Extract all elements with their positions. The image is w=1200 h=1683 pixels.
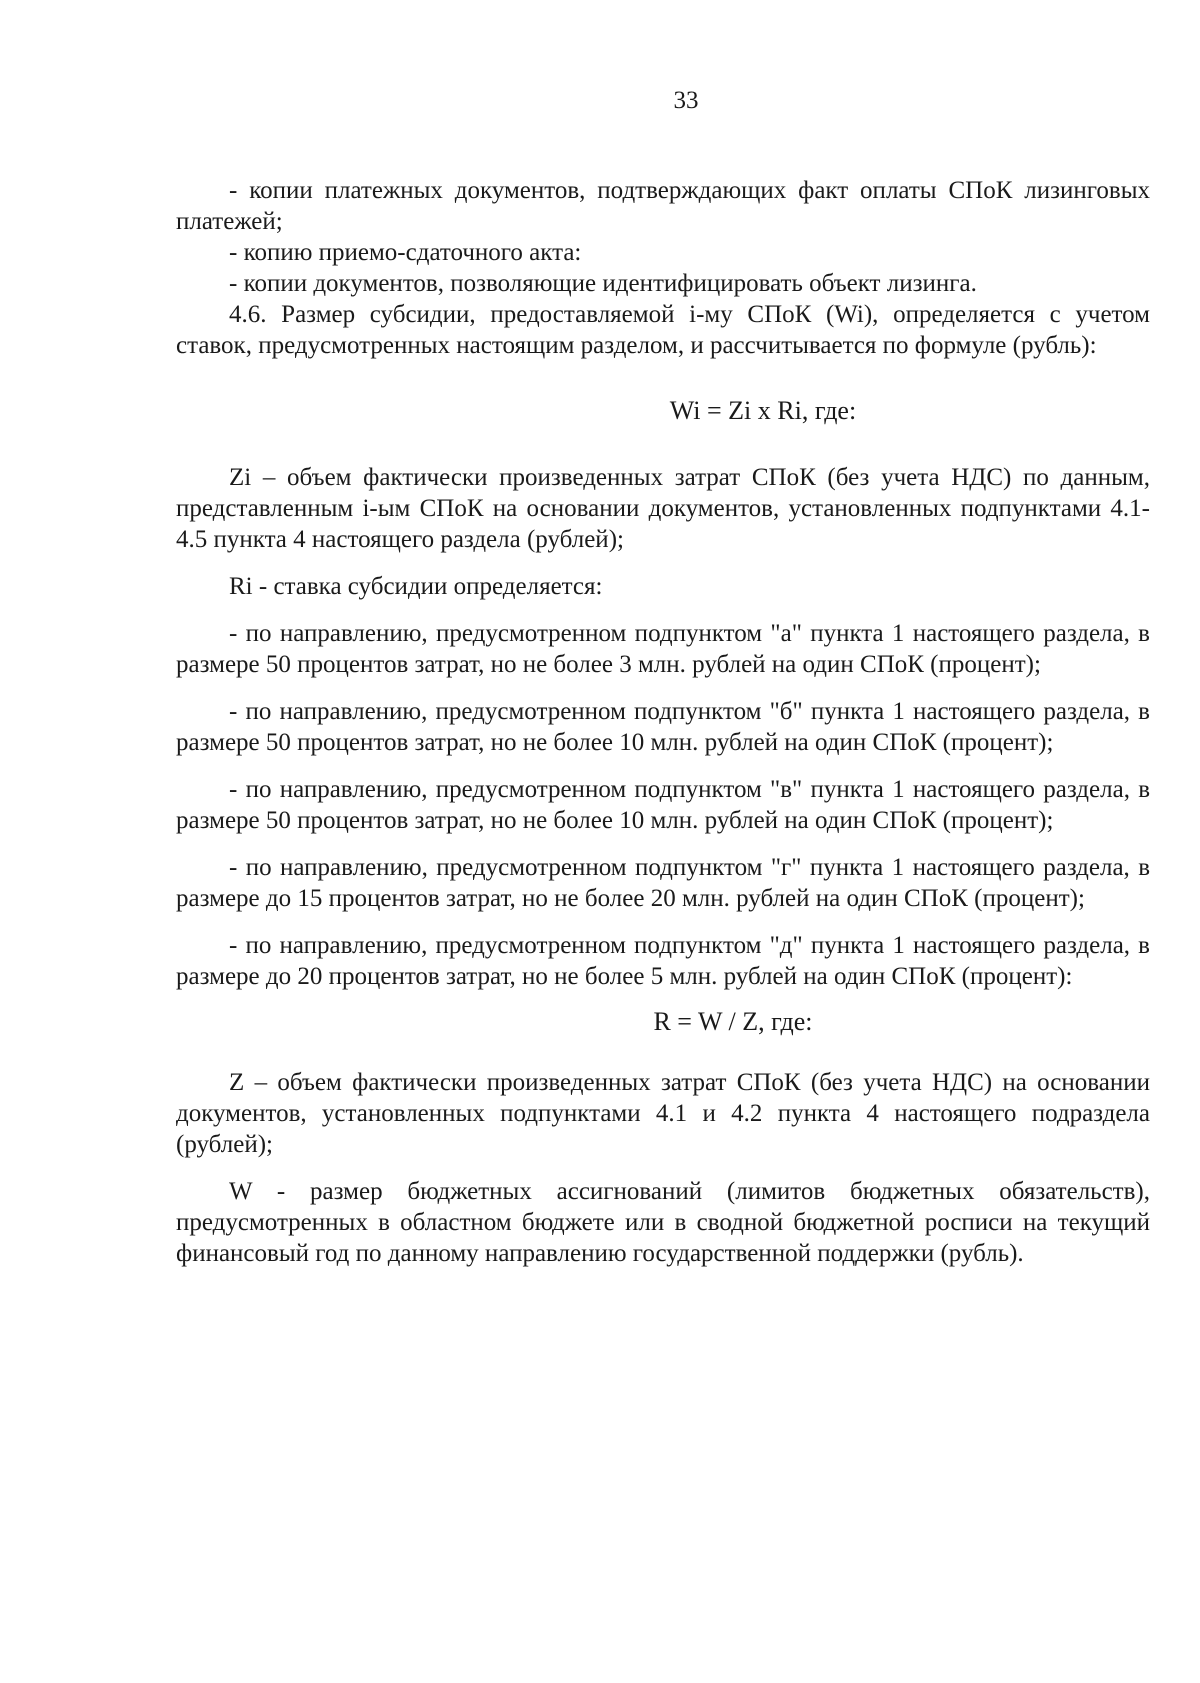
paragraph-rate-b: - по направлению, предусмотренном подпунктом "б" пункта 1 настоящего раздела, в размере 50 процентов затрат, но не более 10 млн. рублей на один СПоК (процент); (176, 698, 1150, 756)
paragraph-rate-v: - по направлению, предусмотренном подпунктом "в" пункта 1 настоящего раздела, в размере 50 процентов затрат, но не более 10 млн. рублей на один СПоК (процент); (176, 776, 1150, 834)
page-number: 33 (673, 87, 699, 114)
paragraph-payment-docs: - копии платежных документов, подтверждающих факт оплаты СПоК лизинговых платежей; (176, 177, 1150, 235)
paragraph-4-6: 4.6. Размер субсидии, предоставляемой i-му СПоК (Wi), определяется с учетом ставок, предусмотренных настоящим разделом, и рассчитывается по формуле (рубль): (176, 301, 1150, 359)
paragraph-zi-definition: Zi – объем фактически произведенных затрат СПоК (без учета НДС) по данным, представленным i-ым СПоК на основании документов, установленных подпунктами 4.1-4.5 пункта 4 настоящего раздела (рублей); (176, 464, 1150, 553)
paragraph-acceptance-act: - копию приемо-сдаточного акта: (229, 239, 582, 266)
paragraph-ri-definition: Ri - ставка субсидии определяется: (229, 573, 603, 600)
paragraph-rate-g: - по направлению, предусмотренном подпунктом "г" пункта 1 настоящего раздела, в размере до 15 процентов затрат, но не более 20 млн. рублей на один СПоК (процент); (176, 854, 1150, 912)
paragraph-w-definition: W - размер бюджетных ассигнований (лимитов бюджетных обязательств), предусмотренных в областном бюджете или в сводной бюджетной росписи на текущий финансовый год по данному направлению государственной поддержки (рубль). (176, 1178, 1150, 1267)
paragraph-z-definition: Z – объем фактически произведенных затрат СПоК (без учета НДС) на основании документов, установленных подпунктами 4.1 и 4.2 пункта 4 настоящего подраздела (рублей); (176, 1069, 1150, 1158)
document-body (176, 175, 1150, 1269)
paragraph-rate-a: - по направлению, предусмотренном подпунктом "а" пункта 1 настоящего раздела, в размере 50 процентов затрат, но не более 3 млн. рублей на один СПоК (процент); (176, 620, 1150, 678)
paragraph-leasing-docs: - копии документов, позволяющие идентифицировать объект лизинга. (229, 270, 977, 297)
formula-r: R = W / Z, где: (653, 1007, 813, 1036)
formula-wi: Wi = Zi x Ri, где: (669, 396, 857, 425)
paragraph-rate-d: - по направлению, предусмотренном подпунктом "д" пункта 1 настоящего раздела, в размере до 20 процентов затрат, но не более 5 млн. рублей на один СПоК (процент): (176, 932, 1150, 990)
